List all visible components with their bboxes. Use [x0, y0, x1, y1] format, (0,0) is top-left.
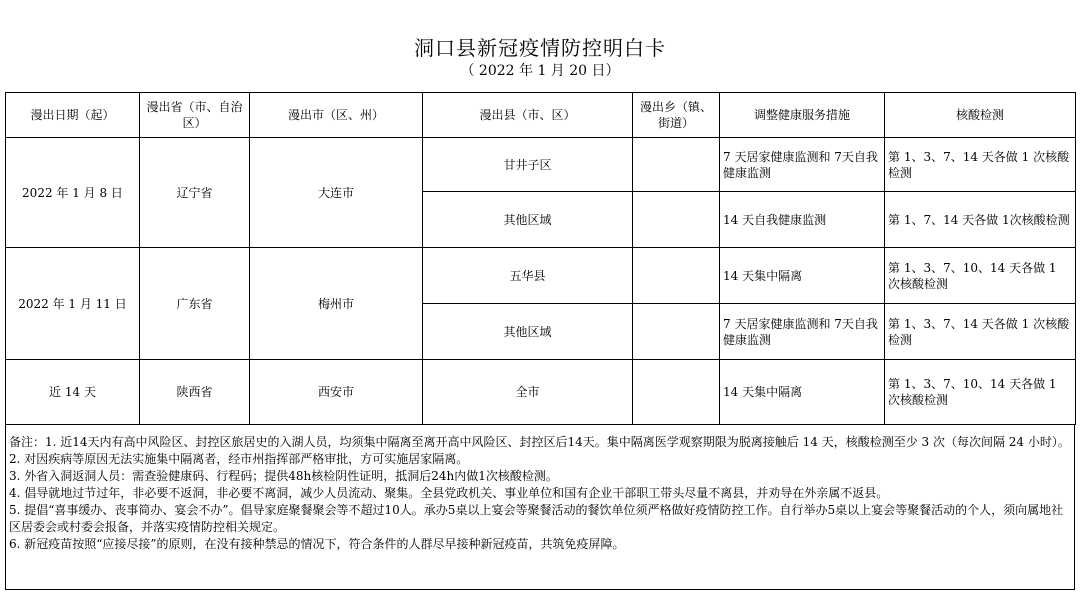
cell-measure: 7 天居家健康监测和 7天自我健康监测	[720, 304, 885, 360]
note-line: 2. 对因疾病等原因无法实施集中隔离者，经市州指挥部严格审批，方可实施居家隔离。	[9, 452, 469, 466]
cell-city: 西安市	[250, 360, 423, 425]
cell-test: 第 1、7、14 天各做 1次核酸检测	[885, 192, 1076, 248]
cell-city: 梅州市	[250, 248, 423, 360]
header-measure: 调整健康服务措施	[720, 93, 885, 138]
cell-county: 其他区域	[423, 304, 633, 360]
cell-county: 其他区域	[423, 192, 633, 248]
cell-county: 全市	[423, 360, 633, 425]
cell-province: 广东省	[140, 248, 250, 360]
cell-test: 第 1、3、7、14 天各做 1 次核酸检测	[885, 304, 1076, 360]
cell-town	[633, 248, 720, 304]
cell-town	[633, 138, 720, 192]
note-line: 6. 新冠疫苗按照“应接尽接”的原则，在没有接种禁忌的情况下，符合条件的人群尽早接种新冠疫苗，共筑免疫屏障。	[9, 537, 625, 551]
issue-date: （ 2022 年 1 月 20 日）	[460, 63, 620, 79]
cell-county: 五华县	[423, 248, 633, 304]
header-city: 漫出市（区、州）	[250, 93, 423, 138]
cell-test: 第 1、3、7、14 天各做 1 次核酸检测	[885, 138, 1076, 192]
cell-date: 近 14 天	[6, 360, 140, 425]
header-town: 漫出乡（镇、街道）	[633, 93, 720, 138]
header-county: 漫出县（市、区）	[423, 93, 633, 138]
cell-town	[633, 360, 720, 425]
header-province: 漫出省（市、自治区）	[140, 93, 250, 138]
cell-measure: 14 天自我健康监测	[720, 192, 885, 248]
page-title: 洞口县新冠疫情防控明白卡	[414, 36, 666, 60]
cell-date: 2022 年 1 月 11 日	[6, 248, 140, 360]
control-table	[5, 92, 1076, 425]
cell-test: 第 1、3、7、10、14 天各做 1 次核酸检测	[885, 360, 1076, 425]
cell-town	[633, 192, 720, 248]
cell-date: 2022 年 1 月 8 日	[6, 138, 140, 248]
note-line: 3. 外省入洞返洞人员：需查验健康码、行程码；提供48h核检阴性证明，抵洞后24h内做1次核酸检测。	[9, 469, 558, 483]
note-line: 5. 提倡“喜事缓办、丧事简办、宴会不办”。倡导家庭聚餐聚会等不超过10人。承办5桌以上宴会等聚餐活动的餐饮单位须严格做好疫情防控工作。自行举办5桌以上宴会等聚餐活动的个人，须向属地社区居委会或村委会报备，并落实疫情防控相关规定。	[9, 503, 1064, 534]
cell-province: 辽宁省	[140, 138, 250, 248]
cell-province: 陕西省	[140, 360, 250, 425]
cell-measure: 7 天居家健康监测和 7天自我健康监测	[720, 138, 885, 192]
cell-measure: 14 天集中隔离	[720, 248, 885, 304]
table-row	[6, 360, 1076, 425]
table-row	[6, 248, 1076, 304]
cell-county: 甘井子区	[423, 138, 633, 192]
cell-test: 第 1、3、7、10、14 天各做 1 次核酸检测	[885, 248, 1076, 304]
note-line: 备注：1. 近14天内有高中风险区、封控区旅居史的入湖人员，均须集中隔离至离开高中风险区、封控区后14天。集中隔离医学观察期限为脱离接触后 14 天，核酸检测至少 3 次（每次间隔 24 小时）。	[9, 435, 1070, 449]
note-line: 4. 倡导就地过节过年，非必要不返洞，非必要不离洞，减少人员流动、聚集。全县党政机关、事业单位和国有企业干部职工带头尽量不离县，并劝导在外亲属不返县。	[9, 486, 889, 500]
header-test: 核酸检测	[885, 93, 1076, 138]
cell-town	[633, 304, 720, 360]
cell-measure: 14 天集中隔离	[720, 360, 885, 425]
notes-box	[5, 424, 1075, 590]
table-header-row	[6, 93, 1076, 138]
header-date: 漫出日期（起）	[6, 93, 140, 138]
table-row	[6, 138, 1076, 192]
cell-city: 大连市	[250, 138, 423, 248]
